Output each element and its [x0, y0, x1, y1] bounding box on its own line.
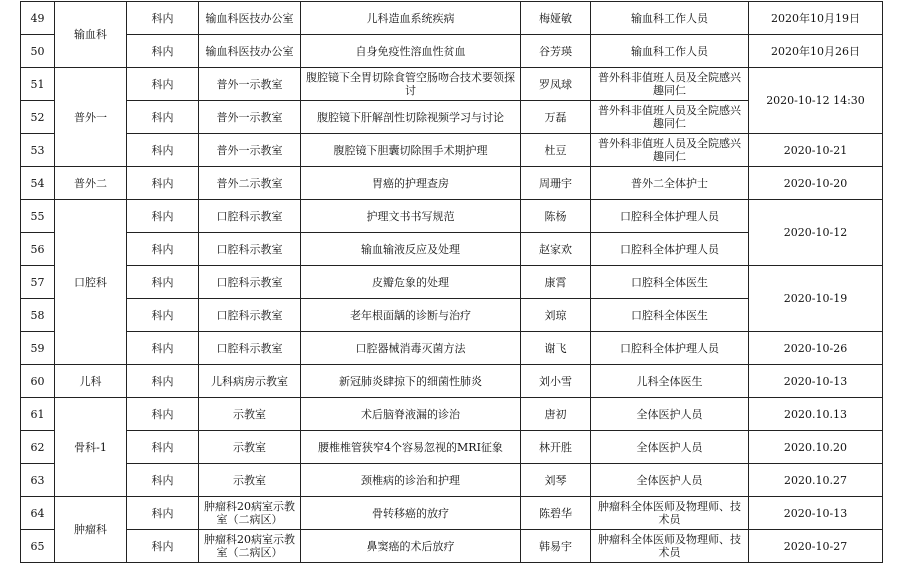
- audience-cell: 口腔科全体护理人员: [591, 233, 749, 266]
- topic-cell: 腹腔镜下胆囊切除围手术期护理: [301, 134, 521, 167]
- topic-cell: 骨转移癌的放疗: [301, 497, 521, 530]
- table-row: [21, 365, 883, 398]
- table-row: [21, 431, 883, 464]
- location-cell: 示教室: [199, 464, 301, 497]
- table-row: [21, 398, 883, 431]
- level-cell: 科内: [127, 266, 199, 299]
- row-number: 56: [21, 233, 55, 266]
- row-number: 52: [21, 101, 55, 134]
- audience-cell: 普外二全体护士: [591, 167, 749, 200]
- speaker-cell: 杜豆: [521, 134, 591, 167]
- row-number: 55: [21, 200, 55, 233]
- table-row: [21, 332, 883, 365]
- table-row: [21, 266, 883, 299]
- row-number: 49: [21, 2, 55, 35]
- topic-cell: 鼻窦癌的术后放疗: [301, 530, 521, 563]
- location-cell: 口腔科示教室: [199, 233, 301, 266]
- audience-cell: 肿瘤科全体医师及物理师、技术员: [591, 530, 749, 563]
- topic-cell: 腹腔镜下肝解剖性切除视频学习与讨论: [301, 101, 521, 134]
- audience-cell: 全体医护人员: [591, 464, 749, 497]
- date-cell: 2020-10-20: [749, 167, 883, 200]
- level-cell: 科内: [127, 134, 199, 167]
- department-cell: 肿瘤科: [55, 497, 127, 563]
- level-cell: 科内: [127, 530, 199, 563]
- audience-cell: 普外科非值班人员及全院感兴趣同仁: [591, 134, 749, 167]
- location-cell: 输血科医技办公室: [199, 2, 301, 35]
- speaker-cell: 周珊宇: [521, 167, 591, 200]
- topic-cell: 颈椎病的诊治和护理: [301, 464, 521, 497]
- topic-cell: 儿科造血系统疾病: [301, 2, 521, 35]
- speaker-cell: 陈杨: [521, 200, 591, 233]
- level-cell: 科内: [127, 431, 199, 464]
- topic-cell: 胃癌的护理查房: [301, 167, 521, 200]
- row-number: 61: [21, 398, 55, 431]
- location-cell: 示教室: [199, 398, 301, 431]
- date-cell: 2020.10.20: [749, 431, 883, 464]
- date-cell: 2020-10-12 14:30: [749, 68, 883, 134]
- department-cell: 普外二: [55, 167, 127, 200]
- date-cell: 2020.10.13: [749, 398, 883, 431]
- department-cell: 骨科-1: [55, 398, 127, 497]
- location-cell: 口腔科示教室: [199, 332, 301, 365]
- level-cell: 科内: [127, 398, 199, 431]
- location-cell: 肿瘤科20病室示教室（二病区）: [199, 497, 301, 530]
- department-cell: 儿科: [55, 365, 127, 398]
- audience-cell: 普外科非值班人员及全院感兴趣同仁: [591, 68, 749, 101]
- speaker-cell: 梅娅敏: [521, 2, 591, 35]
- level-cell: 科内: [127, 101, 199, 134]
- topic-cell: 腹腔镜下全胃切除食管空肠吻合技术要领探讨: [301, 68, 521, 101]
- location-cell: 示教室: [199, 431, 301, 464]
- row-number: 64: [21, 497, 55, 530]
- level-cell: 科内: [127, 233, 199, 266]
- speaker-cell: 刘琼: [521, 299, 591, 332]
- topic-cell: 口腔器械消毒灭菌方法: [301, 332, 521, 365]
- level-cell: 科内: [127, 68, 199, 101]
- audience-cell: 儿科全体医生: [591, 365, 749, 398]
- row-number: 62: [21, 431, 55, 464]
- location-cell: 普外二示教室: [199, 167, 301, 200]
- topic-cell: 新冠肺炎肆掠下的细菌性肺炎: [301, 365, 521, 398]
- location-cell: 普外一示教室: [199, 68, 301, 101]
- training-schedule-table: [20, 1, 883, 563]
- location-cell: 儿科病房示教室: [199, 365, 301, 398]
- date-cell: 2020年10月19日: [749, 2, 883, 35]
- level-cell: 科内: [127, 497, 199, 530]
- audience-cell: 全体医护人员: [591, 431, 749, 464]
- row-number: 53: [21, 134, 55, 167]
- level-cell: 科内: [127, 167, 199, 200]
- level-cell: 科内: [127, 35, 199, 68]
- topic-cell: 护理文书书写规范: [301, 200, 521, 233]
- department-cell: 输血科: [55, 2, 127, 68]
- table-row: [21, 167, 883, 200]
- topic-cell: 自身免疫性溶血性贫血: [301, 35, 521, 68]
- date-cell: 2020年10月26日: [749, 35, 883, 68]
- audience-cell: 全体医护人员: [591, 398, 749, 431]
- audience-cell: 口腔科全体医生: [591, 266, 749, 299]
- department-cell: 口腔科: [55, 200, 127, 365]
- location-cell: 口腔科示教室: [199, 200, 301, 233]
- location-cell: 普外一示教室: [199, 101, 301, 134]
- table-row: [21, 497, 883, 530]
- speaker-cell: 唐初: [521, 398, 591, 431]
- speaker-cell: 韩易宇: [521, 530, 591, 563]
- row-number: 63: [21, 464, 55, 497]
- audience-cell: 口腔科全体护理人员: [591, 200, 749, 233]
- row-number: 58: [21, 299, 55, 332]
- location-cell: 普外一示教室: [199, 134, 301, 167]
- speaker-cell: 谷芳瑛: [521, 35, 591, 68]
- audience-cell: 肿瘤科全体医师及物理师、技术员: [591, 497, 749, 530]
- row-number: 60: [21, 365, 55, 398]
- date-cell: 2020-10-12: [749, 200, 883, 266]
- row-number: 65: [21, 530, 55, 563]
- level-cell: 科内: [127, 365, 199, 398]
- table-row: [21, 35, 883, 68]
- audience-cell: 输血科工作人员: [591, 2, 749, 35]
- date-cell: 2020-10-13: [749, 365, 883, 398]
- topic-cell: 老年根面龋的诊断与治疗: [301, 299, 521, 332]
- level-cell: 科内: [127, 2, 199, 35]
- location-cell: 口腔科示教室: [199, 299, 301, 332]
- topic-cell: 皮瓣危象的处理: [301, 266, 521, 299]
- audience-cell: 普外科非值班人员及全院感兴趣同仁: [591, 101, 749, 134]
- level-cell: 科内: [127, 464, 199, 497]
- speaker-cell: 刘小雪: [521, 365, 591, 398]
- date-cell: 2020-10-26: [749, 332, 883, 365]
- level-cell: 科内: [127, 332, 199, 365]
- topic-cell: 输血输液反应及处理: [301, 233, 521, 266]
- speaker-cell: 林开胜: [521, 431, 591, 464]
- table-row: [21, 530, 883, 563]
- speaker-cell: 万磊: [521, 101, 591, 134]
- level-cell: 科内: [127, 200, 199, 233]
- date-cell: 2020-10-21: [749, 134, 883, 167]
- speaker-cell: 刘琴: [521, 464, 591, 497]
- row-number: 57: [21, 266, 55, 299]
- topic-cell: 术后脑脊液漏的诊治: [301, 398, 521, 431]
- department-cell: 普外一: [55, 68, 127, 167]
- table-row: [21, 134, 883, 167]
- row-number: 51: [21, 68, 55, 101]
- topic-cell: 腰椎椎管狭窄4个容易忽视的MRI征象: [301, 431, 521, 464]
- speaker-cell: 罗凤球: [521, 68, 591, 101]
- table-row: [21, 200, 883, 233]
- date-cell: 2020-10-27: [749, 530, 883, 563]
- audience-cell: 口腔科全体护理人员: [591, 332, 749, 365]
- date-cell: 2020.10.27: [749, 464, 883, 497]
- date-cell: 2020-10-19: [749, 266, 883, 332]
- level-cell: 科内: [127, 299, 199, 332]
- row-number: 59: [21, 332, 55, 365]
- row-number: 54: [21, 167, 55, 200]
- location-cell: 输血科医技办公室: [199, 35, 301, 68]
- location-cell: 肿瘤科20病室示教室（二病区）: [199, 530, 301, 563]
- row-number: 50: [21, 35, 55, 68]
- audience-cell: 输血科工作人员: [591, 35, 749, 68]
- table-row: [21, 68, 883, 101]
- location-cell: 口腔科示教室: [199, 266, 301, 299]
- speaker-cell: 谢飞: [521, 332, 591, 365]
- table-row: [21, 464, 883, 497]
- speaker-cell: 陈碧华: [521, 497, 591, 530]
- speaker-cell: 赵家欢: [521, 233, 591, 266]
- date-cell: 2020-10-13: [749, 497, 883, 530]
- table-row: [21, 2, 883, 35]
- speaker-cell: 康霄: [521, 266, 591, 299]
- audience-cell: 口腔科全体医生: [591, 299, 749, 332]
